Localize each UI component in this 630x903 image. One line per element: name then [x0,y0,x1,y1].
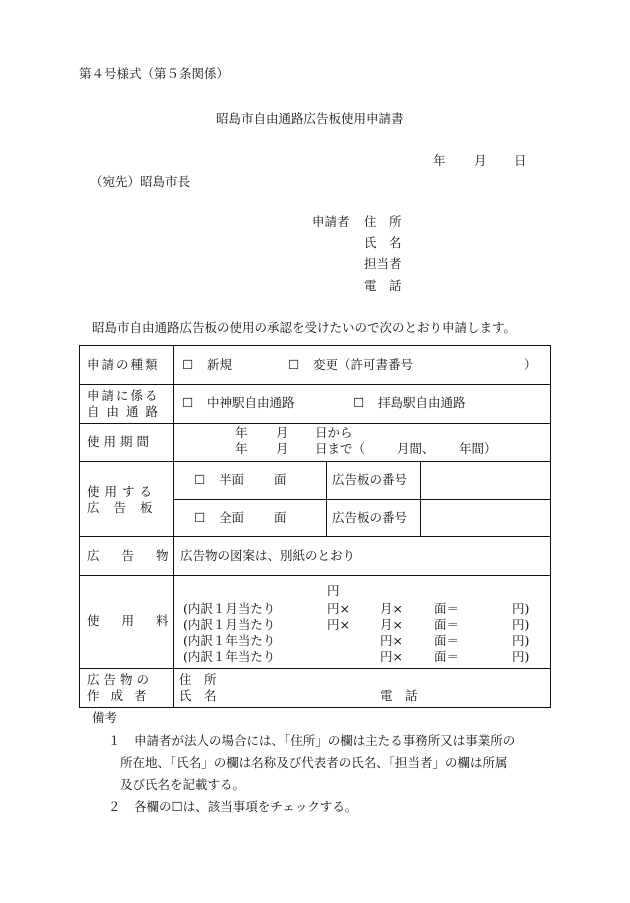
addressee: （宛先）昭島市長 [90,174,191,189]
period-start-day: 日から [315,425,353,440]
fee-breakdown-yen: 円× [327,617,350,632]
period-start-year: 年 [235,425,248,440]
label-creator-2: 作成者 [87,688,158,703]
fee-breakdown-year-yen: 円× [380,633,403,648]
board-number-label-1: 広告板の番号 [332,472,408,487]
label-ad: 広告物 [87,548,191,563]
note-number: ２ [108,799,121,814]
form-number: 第４号様式（第５条関係） [79,66,230,81]
fee-breakdown-faces: 面＝ [434,617,460,632]
applicant-contact: 担当者 [364,256,402,271]
full-unit: 面 [274,510,287,525]
permit-number-close: ） [524,357,537,372]
fee-total-unit: 円 [327,583,340,598]
checkbox-new[interactable]: ☐ [182,357,194,372]
board-number-divider [326,461,327,536]
period-end-day: 日まで（ [315,441,366,456]
application-table [79,345,551,708]
fee-breakdown-end: 円) [512,601,530,616]
note-line: 申請者が法人の場合には、「住所」の欄は主たる事務所又は事業所の [134,733,516,748]
fee-breakdown-text: (内訳１年当たり [183,649,276,664]
note-number: １ [108,733,121,748]
label-passage-2: 自由通路 [87,404,166,419]
applicant-name: 氏 名 [364,235,402,250]
row-divider [80,668,550,669]
label-period: 使用期間 [87,434,154,449]
notes-heading: 備考 [92,710,118,725]
fee-breakdown-end: 円) [512,633,530,648]
fee-breakdown-faces: 面＝ [434,649,460,664]
option-full: 全面 [219,510,245,525]
row-divider [80,384,550,385]
note-line: 及び氏名を記載する。 [120,777,246,792]
fee-breakdown-text: (内訳１月当たり [183,601,276,616]
fee-breakdown-faces: 面＝ [434,601,460,616]
fee-breakdown-month: 月× [380,601,403,616]
creator-name: 氏 名 [179,688,217,703]
checkbox-full[interactable]: ☐ [194,510,206,525]
label-application-type: 申請の種類 [87,357,160,372]
note-line: 所在地、「氏名」の欄は名称及び代表者の氏名、「担当者」の欄は所属 [120,755,508,770]
label-creator-1: 広告物の [87,672,154,687]
option-nakagami: 中神駅自由通路 [207,395,295,410]
checkbox-nakagami[interactable]: ☐ [182,395,194,410]
creator-phone: 電 話 [380,688,418,703]
intro-text: 昭島市自由通路広告板の使用の承認を受けたいので次のとおり申請します。 [92,320,517,335]
creator-address: 住 所 [179,672,217,687]
period-years: 年間） [459,441,497,456]
fee-breakdown-yen: 円× [327,601,350,616]
fee-breakdown-month: 月× [380,617,403,632]
row-divider [80,575,550,576]
ad-text: 広告物の図案は、別紙のとおり [180,548,356,563]
date-year: 年 [433,153,446,168]
applicant-address: 住 所 [364,214,402,229]
fee-breakdown-end: 円) [512,617,530,632]
option-haijima: 拝島駅自由通路 [378,395,466,410]
fee-breakdown-text: (内訳１月当たり [183,617,276,632]
fee-breakdown-text: (内訳１年当たり [183,633,276,648]
label-board-2: 広告板 [87,500,167,515]
checkbox-haijima[interactable]: ☐ [353,395,365,410]
fee-breakdown-year-yen: 円× [380,649,403,664]
applicant-phone: 電 話 [364,278,402,293]
option-half: 半面 [219,472,245,487]
label-passage-1: 申請に係る [87,388,160,403]
note-line: 各欄の☐は、該当事項をチェックする。 [134,799,358,814]
option-new: 新規 [207,357,233,372]
label-board-1: 使用する [87,484,158,499]
option-change: 変更（許可書番号 [313,357,414,372]
period-start-month: 月 [276,425,289,440]
date-month: 月 [474,153,487,168]
row-divider [80,461,550,462]
row-divider [80,536,550,537]
applicant-label: 申請者 [312,214,350,229]
checkbox-change[interactable]: ☐ [288,357,300,372]
row-divider [174,499,550,500]
document-title: 昭島市自由通路広告板使用申請書 [216,111,404,126]
board-number-label-2: 広告板の番号 [332,510,408,525]
period-end-month: 月 [276,441,289,456]
row-divider [80,423,550,424]
fee-breakdown-faces: 面＝ [434,633,460,648]
date-day: 日 [514,153,527,168]
label-fee: 使用料 [87,613,191,628]
period-months: 月間、 [397,441,435,456]
fee-breakdown-end: 円) [512,649,530,664]
period-end-year: 年 [235,441,248,456]
half-unit: 面 [274,472,287,487]
label-column-divider [173,346,174,707]
board-number-divider [420,461,421,536]
checkbox-half[interactable]: ☐ [194,472,206,487]
